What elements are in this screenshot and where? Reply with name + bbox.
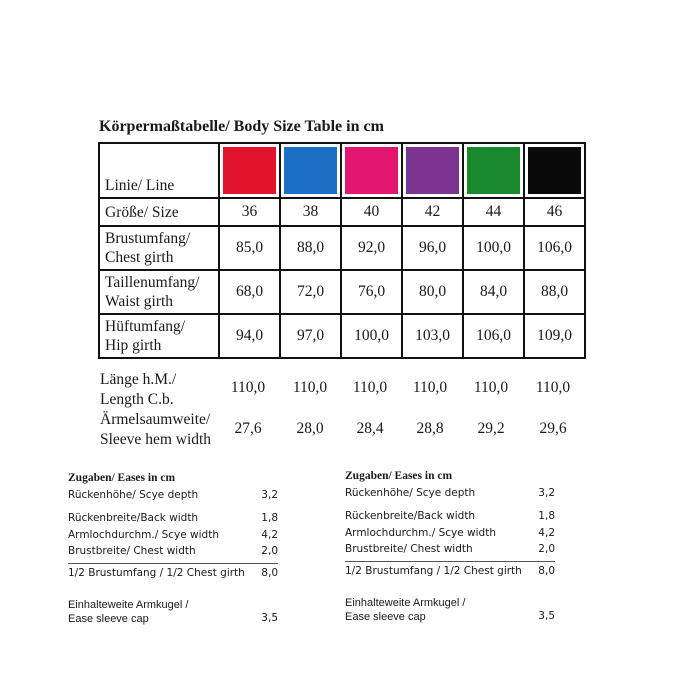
- divider: [68, 563, 278, 564]
- body-size-table: [98, 142, 586, 359]
- cell-value: 42: [402, 198, 463, 226]
- ease-sleeve-cap-label: Einhalteweite Armkugel / Ease sleeve cap: [345, 597, 466, 623]
- cell-value: 28,4: [356, 420, 384, 437]
- line-color-swatch: [528, 147, 581, 194]
- cell-value: 110,0: [473, 379, 509, 396]
- cell-value: 88,0: [280, 226, 341, 270]
- cell-value: 106,0: [463, 314, 524, 358]
- cell-value: 44: [463, 198, 524, 226]
- cell-value: 27,6: [234, 420, 262, 437]
- eases-heading: Zugaben/ Eases in cm: [345, 470, 453, 482]
- line-color-swatch: [223, 147, 276, 194]
- cell-value: 109,0: [524, 314, 585, 358]
- ease-sleeve-cap-label: Einhalteweite Armkugel / Ease sleeve cap: [68, 599, 189, 625]
- size-label: Größe/ Size: [99, 198, 219, 226]
- cell-value: 97,0: [280, 314, 341, 358]
- row-label: Länge h.M./ Length C.b.: [100, 371, 177, 408]
- cell-value: 68,0: [219, 270, 280, 314]
- line-label: Linie/ Line: [99, 143, 219, 198]
- cell-value: 100,0: [341, 314, 402, 358]
- row-label: Hüftumfang/ Hip girth: [99, 314, 219, 358]
- cell-value: 103,0: [402, 314, 463, 358]
- cell-value: 36: [219, 198, 280, 226]
- cell-value: 28,8: [416, 420, 444, 437]
- cell-value: 40: [341, 198, 402, 226]
- cell-value: 110,0: [352, 379, 388, 396]
- cell-value: 110,0: [535, 379, 571, 396]
- divider: [345, 561, 555, 562]
- cell-value: 96,0: [402, 226, 463, 270]
- cell-value: 29,2: [477, 420, 505, 437]
- eases-heading: Zugaben/ Eases in cm: [68, 472, 176, 484]
- row-label: Ärmelsaumweite/ Sleeve hem width: [100, 411, 212, 448]
- cell-value: 85,0: [219, 226, 280, 270]
- cell-value: 84,0: [463, 270, 524, 314]
- cell-value: 80,0: [402, 270, 463, 314]
- eases-block-right: Zugaben/ Eases in cm Rückenhöhe/ Scye depth 3,2 Rückenbreite/Back width 1,8 Armlochdurchm./ Scye width 4,2 Brustbreite/ Chest width 2,0 1/2 Brustumfang / 1/2 Chest girth 8,0 Einhalteweite Armkugel / Ease sleeve cap 3,5: [345, 470, 555, 623]
- cell-value: 100,0: [463, 226, 524, 270]
- table-row: [99, 314, 585, 358]
- cell-value: 110,0: [230, 379, 266, 396]
- extra-row-sleeve-hem: [98, 410, 588, 450]
- cell-value: 110,0: [412, 379, 448, 396]
- line-row: [99, 143, 585, 198]
- eases-block-left: Zugaben/ Eases in cm Rückenhöhe/ Scye depth 3,2 Rückenbreite/Back width 1,8 Armlochdurchm./ Scye width 4,2 Brustbreite/ Chest width 2,0 1/2 Brustumfang / 1/2 Chest girth 8,0 Einhalteweite Armkugel / Ease sleeve cap 3,5: [68, 472, 278, 625]
- cell-value: 106,0: [524, 226, 585, 270]
- table-title: Körpermaßtabelle/ Body Size Table in cm: [99, 118, 384, 135]
- cell-value: 29,6: [539, 420, 567, 437]
- row-label: Taillenumfang/ Waist girth: [99, 270, 219, 314]
- extra-row-length: [98, 370, 588, 410]
- cell-value: 46: [524, 198, 585, 226]
- cell-value: 76,0: [341, 270, 402, 314]
- table-row: [99, 198, 585, 226]
- cell-value: 38: [280, 198, 341, 226]
- table-row: [99, 270, 585, 314]
- cell-value: 92,0: [341, 226, 402, 270]
- line-color-swatch: [345, 147, 398, 194]
- row-label: Brustumfang/ Chest girth: [99, 226, 219, 270]
- line-color-swatch: [467, 147, 520, 194]
- line-color-swatch: [406, 147, 459, 194]
- cell-value: 94,0: [219, 314, 280, 358]
- cell-value: 28,0: [296, 420, 324, 437]
- table-row: [99, 226, 585, 270]
- cell-value: 88,0: [524, 270, 585, 314]
- cell-value: 110,0: [292, 379, 328, 396]
- line-color-swatch: [284, 147, 337, 194]
- cell-value: 72,0: [280, 270, 341, 314]
